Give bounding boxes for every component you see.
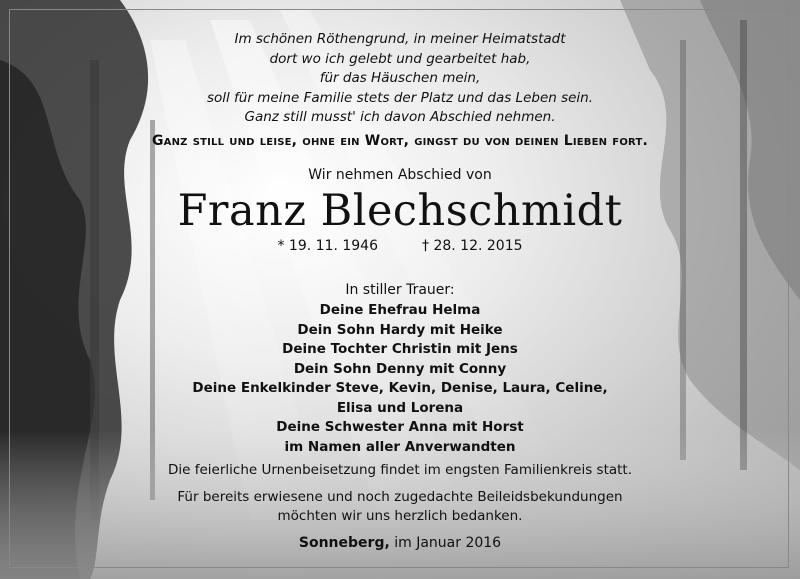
motto: Ganz still und leise, ohne ein Wort, gingst du von deinen Lieben fort. [151,133,649,149]
notice-line: Die feierliche Urnenbeisetzung findet im engsten Familienkreis statt. [167,462,633,478]
mourner-line: Dein Sohn Denny mit Conny [293,360,507,377]
poem-line: für das Häuschen mein, [319,70,481,86]
farewell-intro: Wir nehmen Abschied von [308,167,492,183]
mourners-list [0,301,800,457]
mourner-line: Elisa und Lorena [336,399,464,416]
birth-date: * 19. 11. 1946 [277,238,378,254]
date: im Januar 2016 [394,535,502,551]
mourner-line: im Namen aller Anverwandten [284,438,516,455]
notice-line: Für bereits erwiesene und noch zugedachte Beileidsbekundungen [177,488,623,505]
poem-line: Im schönen Röthengrund, in meiner Heimatstadt [234,31,566,47]
death-date: † 28. 12. 2015 [422,238,523,254]
life-dates [0,238,800,254]
mourner-line: Dein Sohn Hardy mit Heike [297,321,503,338]
notice-line: möchten wir uns herzlich bedanken. [277,508,523,524]
deceased-name: Franz Blechschmidt [177,186,623,236]
place-and-date [0,535,800,551]
mourner-line: Deine Ehefrau Helma [319,302,481,318]
mourning-intro: In stiller Trauer: [345,282,455,298]
mourner-line: Deine Tochter Christin mit Jens [282,341,518,357]
poem-line: dort wo ich gelebt und gearbeitet hab, [269,50,531,67]
place: Sonneberg, [298,535,390,551]
poem-line: soll für meine Familie stets der Platz und das Leben sein. [206,89,594,106]
funeral-notice [0,461,800,527]
poem-line: Ganz still musst' ich davon Abschied nehmen. [244,109,556,125]
mourner-line: Deine Enkelkinder Steve, Kevin, Denise, Laura, Celine, [192,380,608,396]
mourner-line: Deine Schwester Anna mit Horst [276,419,524,435]
poem [0,30,800,128]
